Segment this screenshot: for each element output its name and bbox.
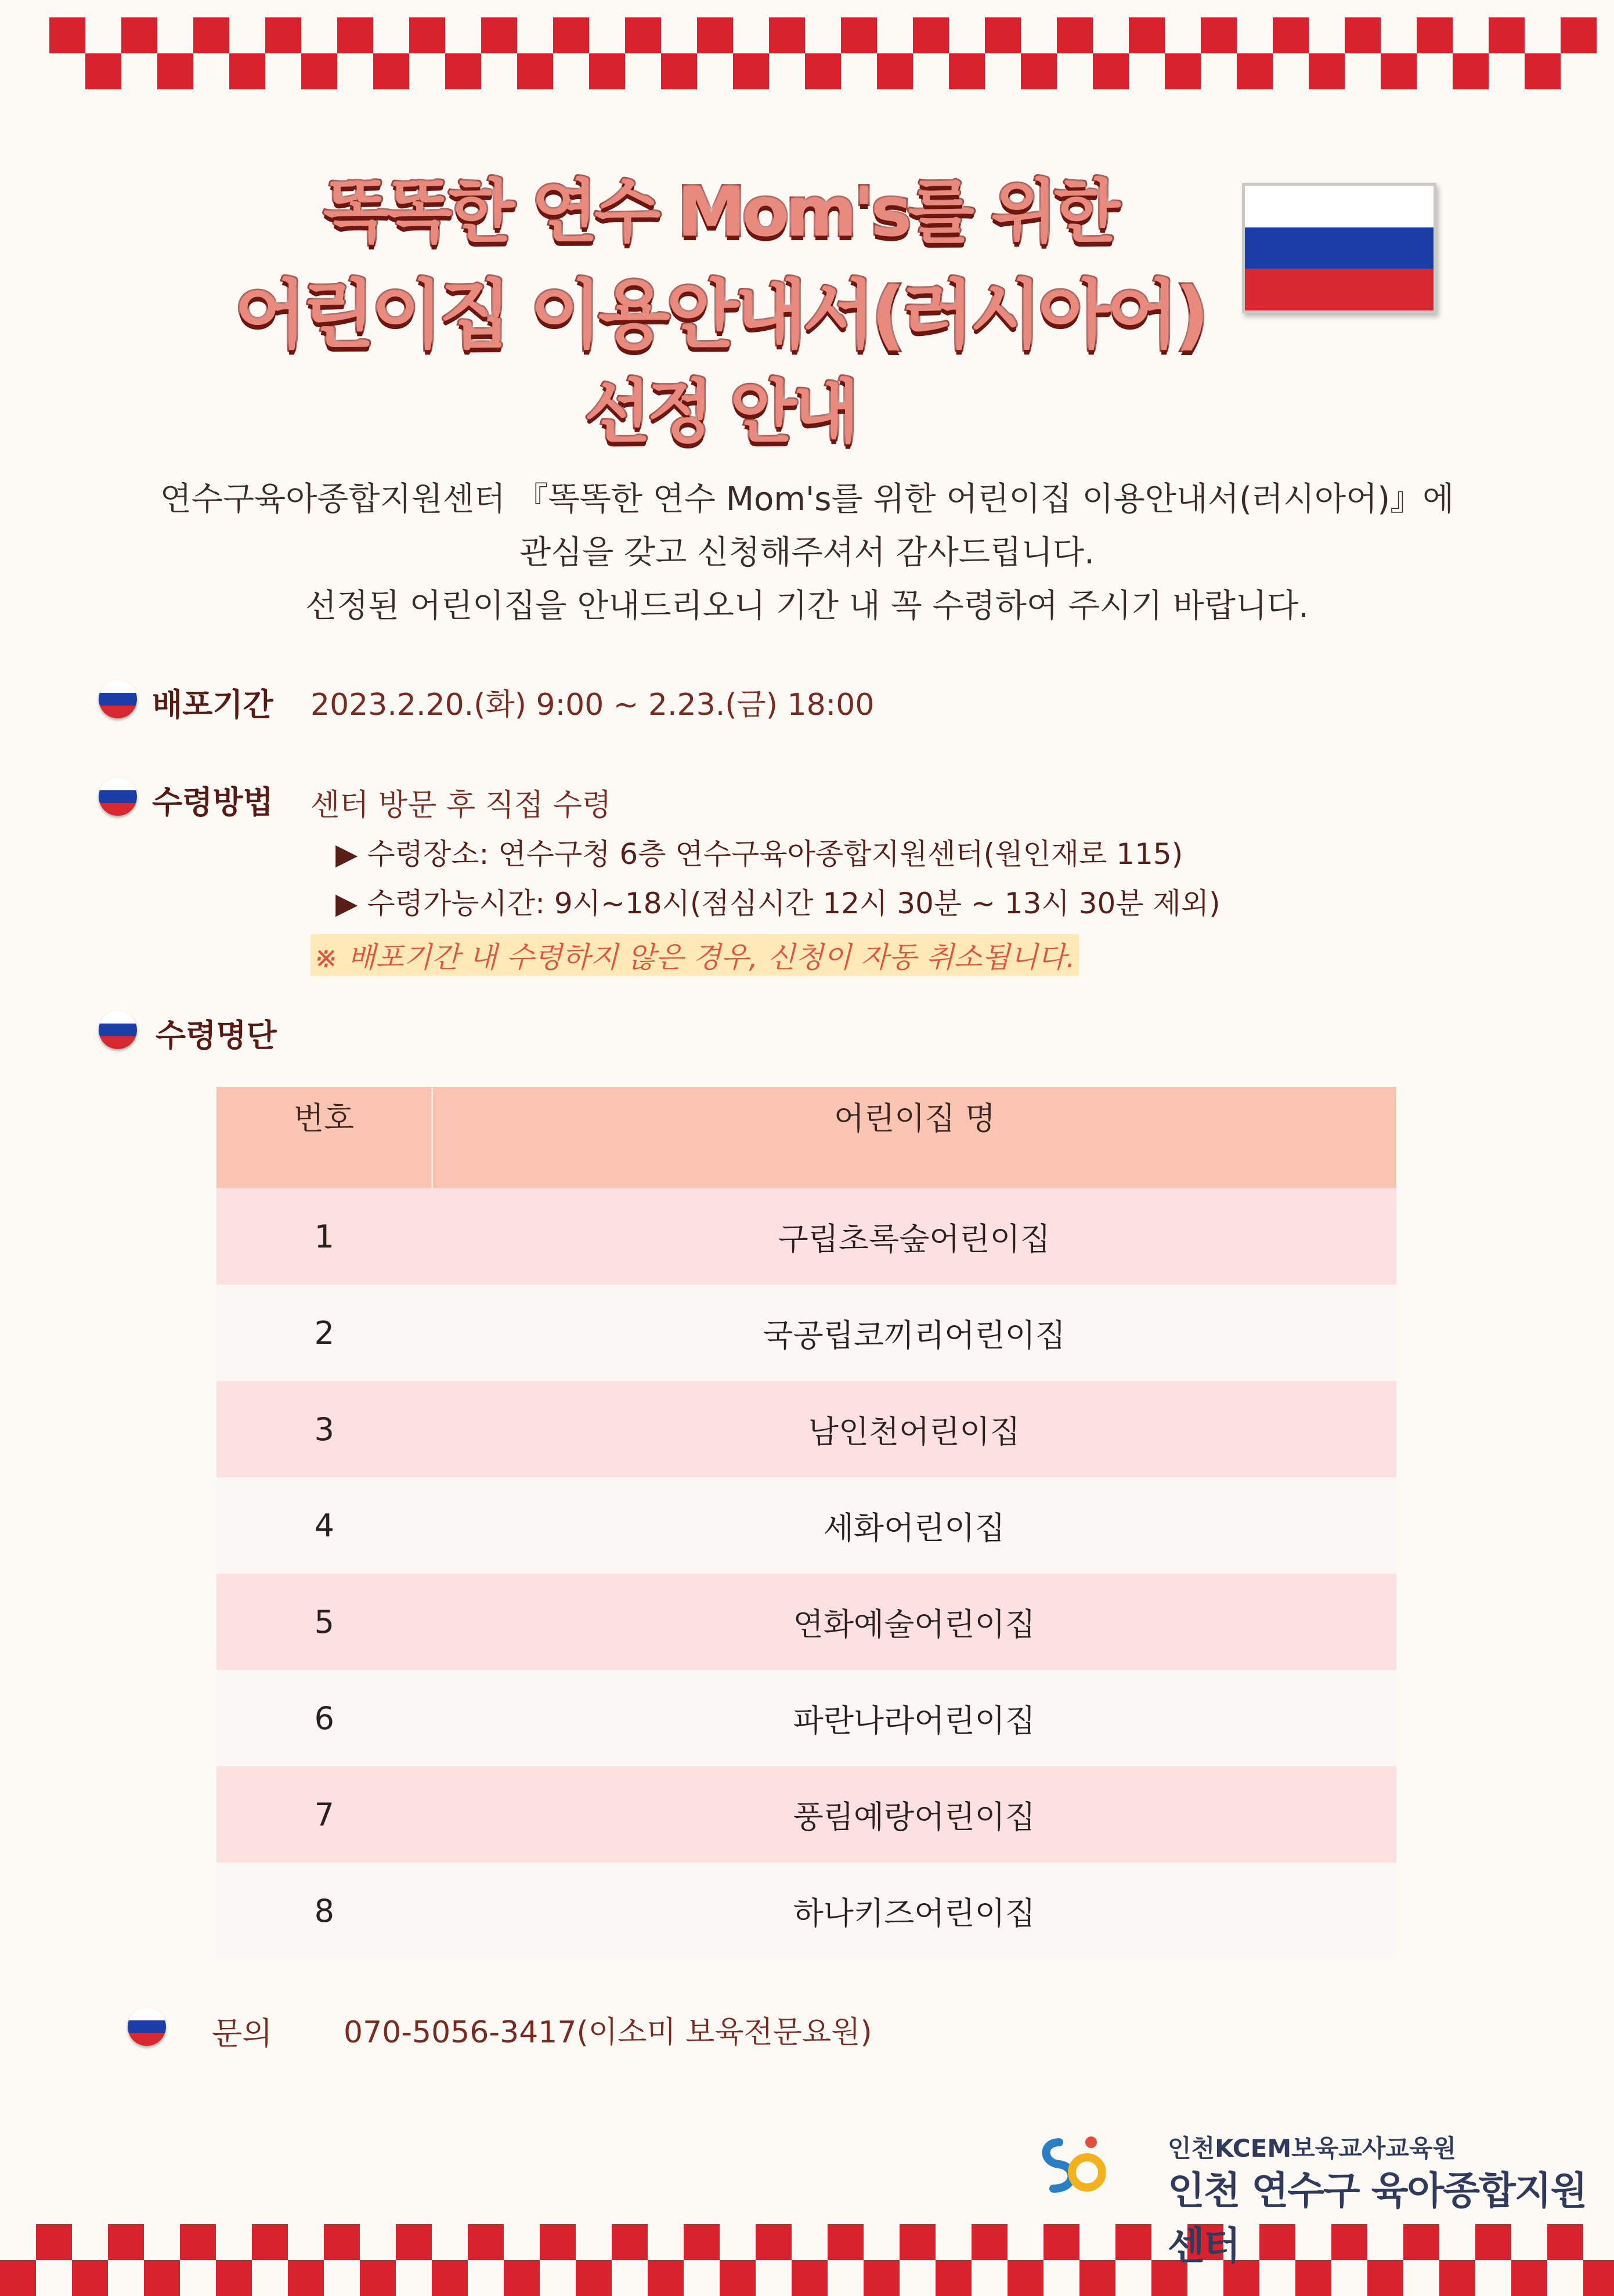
intro-line-3: 선정된 어린이집을 안내드리오니 기간 내 꼭 수령하여 주시기 바랍니다. [305, 587, 1309, 625]
table-row [216, 1381, 1396, 1477]
distribution-label: 배포기간 [152, 686, 273, 723]
row-number: 4 [216, 1477, 432, 1574]
russian-flag-bullet-icon [99, 778, 137, 816]
contact-label: 문의 [212, 2015, 273, 2052]
russian-flag-icon [1242, 183, 1436, 313]
intro-text [0, 473, 1614, 633]
russian-flag-bullet-icon [128, 2008, 166, 2046]
table-header-row [216, 1087, 1396, 1188]
organization-subtitle: 인천KCEM보육교사교육원 [1168, 2134, 1457, 2163]
recipients-label: 수령명단 [156, 1017, 277, 1054]
table-row [216, 1574, 1396, 1670]
row-daycare-name: 구립초록숲어린이집 [432, 1188, 1397, 1285]
row-daycare-name: 국공립코끼리어린이집 [432, 1285, 1397, 1381]
row-daycare-name: 하나키즈어린이집 [432, 1863, 1397, 1959]
pickup-hours: ▶ 수령가능시간: 9시~18시(점심시간 12시 30분 ~ 13시 30분 제외) [335, 887, 1221, 920]
checker-border-top-row2 [49, 53, 1597, 89]
row-daycare-name: 남인천어린이집 [432, 1381, 1397, 1477]
method-label: 수령방법 [152, 784, 273, 820]
table-row [216, 1766, 1396, 1863]
row-number: 7 [216, 1766, 432, 1863]
row-daycare-name: 연화예술어린이집 [432, 1574, 1397, 1670]
recipients-table [216, 1087, 1396, 1959]
distribution-value: 2023.2.20.(화) 9:00 ~ 2.23.(금) 18:00 [310, 688, 875, 722]
row-number: 2 [216, 1285, 432, 1381]
organization-logo-icon [1036, 2131, 1106, 2200]
row-number: 8 [216, 1863, 432, 1959]
table-row [216, 1285, 1396, 1381]
header-number: 번호 [216, 1087, 432, 1188]
cancel-notice: ※ 배포기간 내 수령하지 않은 경우, 신청이 자동 취소됩니다. [310, 934, 1079, 976]
table-row [216, 1188, 1396, 1285]
method-value: 센터 방문 후 직접 수령 [310, 788, 612, 823]
organization-name: 인천 연수구 육아종합지원센터 [1168, 2168, 1587, 2268]
table-row [216, 1670, 1396, 1766]
intro-line-2: 관심을 갖고 신청해주셔서 감사드립니다. [519, 534, 1095, 572]
row-number: 3 [216, 1381, 432, 1477]
checker-border-top [49, 17, 1597, 53]
russian-flag-bullet-icon [99, 680, 137, 718]
russian-flag-bullet-icon [99, 1011, 137, 1049]
header-daycare-name: 어린이집 명 [432, 1087, 1397, 1188]
row-daycare-name: 풍림예랑어린이집 [432, 1766, 1397, 1863]
row-daycare-name: 세화어린이집 [432, 1477, 1397, 1574]
row-daycare-name: 파란나라어린이집 [432, 1670, 1397, 1766]
title-line-1: 똑똑한 연수 Mom's를 위한 [323, 172, 1117, 252]
title-line-3: 선정 안내 [584, 372, 856, 452]
pickup-place: ▶ 수령장소: 연수구청 6층 연수구육아종합지원센터(원인재로 115) [335, 837, 1183, 871]
row-number: 6 [216, 1670, 432, 1766]
row-number: 5 [216, 1574, 432, 1670]
table-row [216, 1863, 1396, 1959]
table-row [216, 1477, 1396, 1574]
row-number: 1 [216, 1188, 432, 1285]
contact-value: 070-5056-3417(이소미 보육전문요원) [344, 2015, 872, 2050]
intro-line-1: 연수구육아종합지원센터 『똑똑한 연수 Mom's를 위한 어린이집 이용안내서(러시아어)』에 [160, 480, 1454, 518]
title-line-2: 어린이집 이용안내서(러시아어) [234, 272, 1205, 359]
